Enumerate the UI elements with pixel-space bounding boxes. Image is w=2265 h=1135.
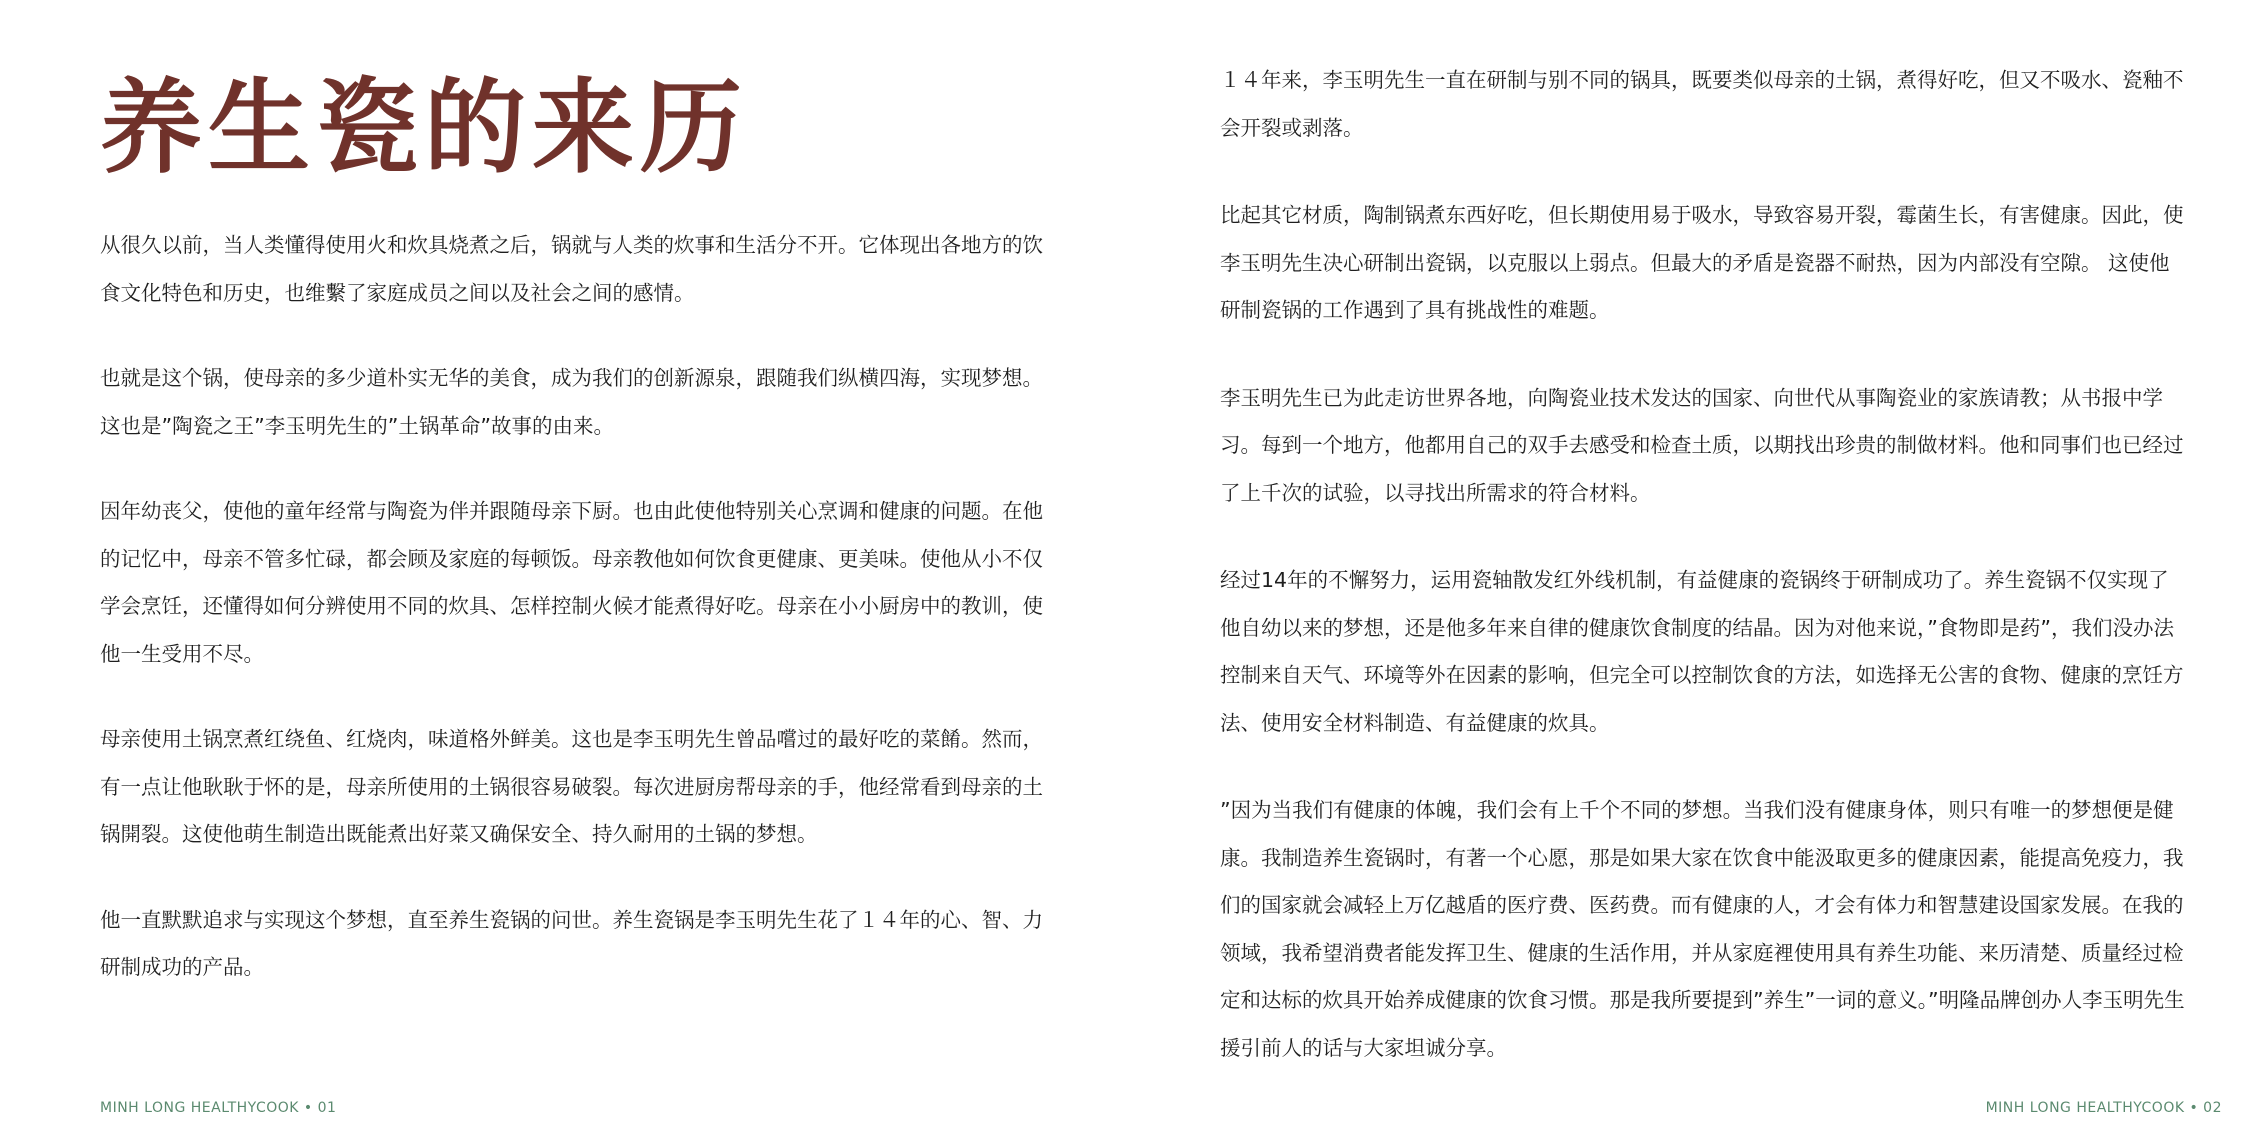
- right-page: [1133, 0, 2265, 1135]
- page-footer-left: MINH LONG HEALTHYCOOK • 01: [100, 1100, 337, 1116]
- left-page-body: [100, 222, 1062, 1030]
- paragraph-success: 经过14年的不懈努力，运用瓷轴散发红外线机制，有益健康的瓷锅终于研制成功了。养生瓷锅不仅实现了他自幼以来的梦想，还是他多年来自律的健康饮食制度的结晶。因为对他来说，”食物即是药”，我们没办法控制来自天气、环境等外在因素的影响，但完全可以控制饮食的方法，如选择无公害的食物、健康的烹饪方法、使用安全材料制造、有益健康的炊具。: [1220, 568, 2184, 735]
- paragraph-ceramic-challenge: 比起其它材质，陶制锅煮东西好吃，但长期使用易于吸水，导致容易开裂，霉菌生长，有害健康。因此，使李玉明先生决心研制出瓷锅，以克服以上弱点。但最大的矛盾是瓷器不耐热，因为内部没有空隙。 这使他研制瓷锅的工作遇到了具有挑战性的难题。: [1220, 203, 2184, 322]
- paragraph-research: １４年来，李玉明先生一直在研制与别不同的锅具，既要类似母亲的土锅，煮得好吃，但又不吸水、瓷釉不会开裂或剥落。: [1220, 68, 2184, 140]
- paragraph-origin-of-pot: 从很久以前，当人类懂得使用火和炊具烧煮之后，锅就与人类的炊事和生活分不开。它体现出各地方的饮食文化特色和历史，也维繫了家庭成员之间以及社会之间的感情。: [100, 233, 1043, 305]
- page-title: 养生瓷的来历: [100, 69, 748, 188]
- paragraph-founder-quote: ”因为当我们有健康的体魄，我们会有上千个不同的梦想。当我们没有健康身体，则只有唯一的梦想便是健康。我制造养生瓷锅时，有著一个心愿，那是如果大家在饮食中能汲取更多的健康因素，能提高免疫力，我们的国家就会减轻上万亿越盾的医疗费、医药费。而有健康的人，才会有体力和智慧建设国家发展。在我的领域，我希望消费者能发挥卫生、健康的生活作用，并从家庭裡使用具有养生功能、来历清楚、质量经过检定和达标的炊具开始养成健康的饮食习惯。那是我所要提到”养生”一词的意义。”明隆品牌创办人李玉明先生援引前人的话与大家坦诚分享。: [1220, 798, 2185, 1060]
- paragraph-childhood: 因年幼丧父，使他的童年经常与陶瓷为伴并跟随母亲下厨。也由此使他特别关心烹调和健康的问题。在他的记忆中，母亲不管多忙碌，都会顾及家庭的每顿饭。母亲教他如何饮食更健康、更美味。使他从小不仅学会烹饪，还懂得如何分辨使用不同的炊具、怎样控制火候才能煮得好吃。母亲在小小厨房中的教训，使他一生受用不尽。: [100, 499, 1043, 666]
- left-page: [0, 0, 1132, 1135]
- paragraph-world-travel: 李玉明先生已为此走访世界各地，向陶瓷业技术发达的国家、向世代从事陶瓷业的家族请教；从书报中学习。每到一个地方，他都用自己的双手去感受和检查土质，以期找出珍贵的制做材料。他和同事们也已经过了上千次的试验，以寻找出所需求的符合材料。: [1220, 385, 2184, 505]
- right-page-body: [1220, 57, 2188, 1112]
- paragraph-mothers-pot: 也就是这个锅，使母亲的多少道朴实无华的美食，成为我们的创新源泉，跟随我们纵横四海，实现梦想。这也是”陶瓷之王”李玉明先生的”土锅革命”故事的由来。: [100, 366, 1043, 438]
- paragraph-clay-pot-dream: 母亲使用土锅烹煮红绕鱼、红烧肉，味道格外鲜美。这也是李玉明先生曾品嚐过的最好吃的菜餚。然而，有一点让他耿耿于怀的是，母亲所使用的土锅很容易破裂。每次进厨房帮母亲的手，他经常看到母亲的土锅開裂。这使他萌生制造出既能煮出好菜又确保安全、持久耐用的土锅的梦想。: [100, 727, 1043, 846]
- paragraph-14-years: 他一直默默追求与实现这个梦想，直至养生瓷锅的问世。养生瓷锅是李玉明先生花了１４年的心、智、力研制成功的产品。: [100, 907, 1043, 979]
- page-footer-right: MINH LONG HEALTHYCOOK • 02: [1985, 1100, 2222, 1116]
